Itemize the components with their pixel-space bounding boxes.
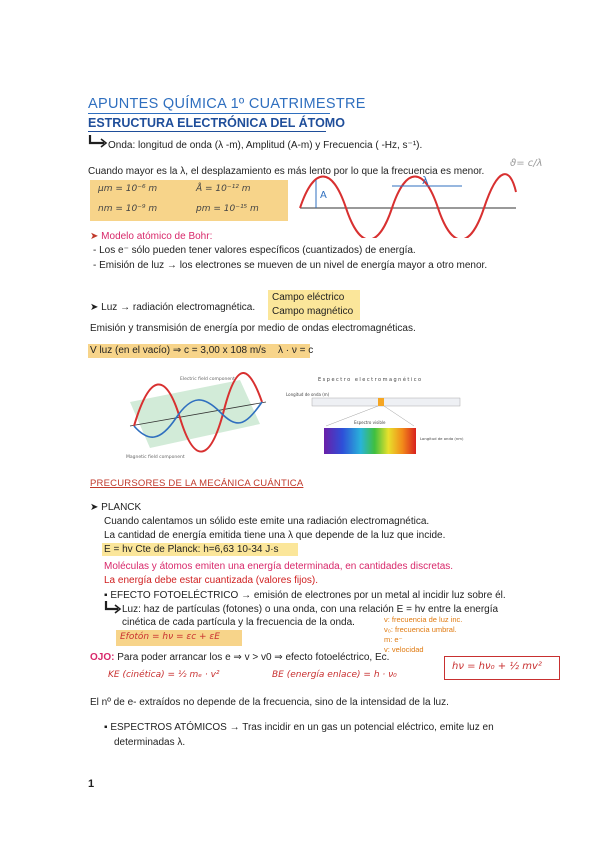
visible-spectrum <box>324 428 416 454</box>
legend-3: m: e⁻ <box>384 635 403 644</box>
efecto-row <box>104 590 506 602</box>
page-number: 1 <box>88 778 95 790</box>
bohr-heading: Modelo atómico de Bohr: <box>101 231 213 242</box>
bohr-heading-row <box>90 231 212 243</box>
luz-b: radiación electromagnética. <box>132 302 256 313</box>
lambda-formula: λ · ν = c <box>278 345 314 356</box>
espectros-row <box>104 722 494 734</box>
campo-electrico: Campo eléctrico <box>272 292 345 303</box>
unit-a: Å = 10⁻¹² m <box>196 184 251 194</box>
spectrum-title: Espectro electromagnético <box>318 377 423 383</box>
spectrum-axis-label: Longitud de onda (m) <box>286 392 330 397</box>
wave-curve <box>300 174 516 238</box>
efecto-a: EFECTO FOTOELÉCTRICO <box>110 590 239 601</box>
ojo-row <box>90 652 389 664</box>
planck-p2: La cantidad de energía emitida tiene una λ que depende de la luz que incide. <box>104 530 446 541</box>
em-label-magnetic: Magnetic field component <box>126 455 185 460</box>
emision-line: Emisión y transmisión de energía por medio de ondas electromagnéticas. <box>90 323 416 334</box>
ojo-label: OJO: <box>90 652 115 663</box>
unit-pm: pm = 10⁻¹⁵ m <box>196 204 259 214</box>
luz-a: Luz <box>101 302 118 313</box>
pink-line: Moléculas y átomos emiten una energía determinada, en cantidades discretas. <box>104 561 454 572</box>
hook-arrow-icon <box>88 134 108 148</box>
hook-arrow-icon <box>104 600 122 614</box>
hand-be: BE (energía enlace) = h · ν₀ <box>272 670 397 680</box>
hand-ke: KE (cinética) = ½ mₑ · v² <box>108 670 220 680</box>
section-title: ESTRUCTURA ELECTRÓNICA DEL ÁTOMO <box>88 116 345 130</box>
planck-eq: E = hv Cte de Planck: h=6,63 10-34 J·s <box>104 544 279 555</box>
wave-diagram <box>292 172 520 238</box>
em-wave-figure <box>120 372 270 460</box>
red-line: La energía debe estar cuantizada (valores fijos). <box>104 575 319 586</box>
onda-line: Onda: longitud de onda (λ -m), Amplitud (A-m) y Frecuencia ( -Hz, s⁻¹). <box>108 140 423 151</box>
arrow-icon: → <box>166 260 177 271</box>
efecto-b: emisión de electrones por un metal al incidir luz sobre él. <box>253 590 506 601</box>
unit-nm: nm = 10⁻⁹ m <box>98 204 158 214</box>
legend-4: v: velocidad <box>384 645 424 654</box>
margin-note: ϑ= c/λ <box>510 158 543 169</box>
espectros-a: ESPECTROS ATÓMICOS <box>110 722 227 733</box>
ne-line: El nº de e- extraídos no depende de la frecuencia, sino de la intensidad de la luz. <box>90 697 449 708</box>
zoom-line-right <box>384 406 414 426</box>
wavelength-nm-label: Longitud de onda (nm) <box>420 436 464 441</box>
legend-2: ν₀: frecuencia umbral. <box>384 625 457 634</box>
planck-heading: PLANCK <box>101 502 142 513</box>
luz-line1: Luz: haz de partículas (fotones) o una onda, con una relación E = hv entre la energía <box>122 604 499 615</box>
unit-um: μm = 10⁻⁶ m <box>98 184 158 194</box>
mecanica-heading: PRECURSORES DE LA MECÁNICA CUÁNTICA <box>90 478 304 489</box>
arrow-bullet-icon: ➤ <box>90 302 99 313</box>
espectros-c: determinadas λ. <box>114 737 186 748</box>
arrow-icon: → <box>241 590 252 601</box>
visible-label: Espectro visible <box>354 420 386 425</box>
em-label-electric: Electric field component <box>180 377 235 382</box>
visible-band <box>378 398 384 406</box>
luz-line2: cinética de cada partícula y la frecuencia de la onda. <box>122 617 355 628</box>
campo-magnetico: Campo magnético <box>272 306 354 317</box>
ojo-text: Para poder arrancar los e ⇒ v > v0 ⇒ efecto fotoeléctrico, Ec. <box>117 652 390 663</box>
title-underline <box>88 113 330 114</box>
espectros-b: Tras incidir en un gas un potencial eléctrico, emite luz en <box>242 722 494 733</box>
arrow-bullet-icon: ➤ <box>90 502 99 513</box>
hand-eq: Efotón = hν = εc + εE <box>120 632 220 642</box>
vluz-line: V luz (en el vacío) ⇒ c = 3,00 x 108 m/s <box>90 345 266 356</box>
lambda-label: λ <box>422 174 429 187</box>
spectrum-figure <box>284 372 464 462</box>
bullet-dot-icon: ▪ <box>104 590 108 601</box>
bohr-line2 <box>93 260 487 272</box>
spectrum-bar <box>312 398 460 406</box>
bohr-line2-b: los electrones se mueven de un nivel de energía mayor a otro menor. <box>179 260 488 271</box>
amplitude-label: A <box>320 190 327 201</box>
page-title: APUNTES QUÍMICA 1º CUATRIMESTRE <box>88 96 366 112</box>
hand-box-eq: hν = hν₀ + ½ mv² <box>452 661 542 672</box>
planck-p1: Cuando calentamos un sólido este emite una radiación electromagnética. <box>104 516 430 527</box>
luz-row <box>90 302 255 314</box>
planck-row <box>90 502 141 514</box>
arrow-bullet-icon: ➤ <box>90 231 99 242</box>
cuando-line: Cuando mayor es la λ, el desplazamiento es más lento por lo que la frecuencia es menor. <box>88 166 485 177</box>
subtitle-underline <box>88 131 326 132</box>
bohr-line2-a: - Emisión de luz <box>93 260 165 271</box>
arrow-icon: → <box>120 302 131 313</box>
bohr-line1: - Los e⁻ sólo pueden tener valores específicos (cuantizados) de energía. <box>93 245 416 256</box>
legend-1: ν: frecuencia de luz inc. <box>384 615 463 624</box>
arrow-icon: → <box>229 722 240 733</box>
bullet-dot-icon: ▪ <box>104 722 108 733</box>
